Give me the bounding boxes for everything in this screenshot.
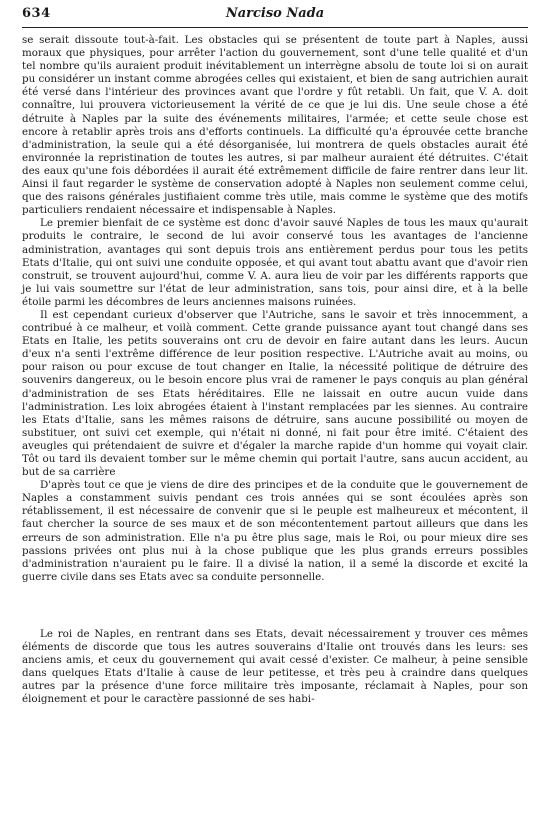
paragraph-3: Il est cependant curieux d'observer que l'Autriche, sans le savoir et très innocemment, a contribué à ce malheur, et voilà comment. Cette grande puissance ayant tout changé dans ses Etats en Italie, les petits souverains ont cru de devoir en faire autant dans les leurs. Aucun d'eux n'a senti l'extrême différence de leur position respective. L'Autriche avait au moins, ou pour raison ou pour excuse de tout changer en Italie, la nécessité politique de détruire des souvenirs dangereux, ou le besoin encore plus vrai de ramener le pays conquis au plan général d'administration de ses Etats héréditaires. Elle ne laissait en outre aucun vuide dans l'administration. Les loix abrogées étaient à l'instant remplacées par les siennes. Au contraire les Etats d'Italie, sans les mêmes raisons de détruire, sans aucune possibilité ou moyen de substituer, ont suivi cet exemple, qui n'était ni donné, ni fait pour être imité. C'étaient des aveugles qui prétendaient de suivre et d'égaler la marche rapide d'un homme qui voyait clair. Tôt ou tard ils devaient tomber sur le même chemin qui portait l'autre, sans aucun accident, au but de sa carrière: [22, 308, 528, 479]
page-number: 634: [22, 6, 51, 21]
body-text: [22, 34, 528, 707]
running-head: Narciso Nada: [225, 6, 325, 21]
paragraph-1: se serait dissoute tout-à-fait. Les obstacles qui se présentent de toute part à Naples, aussi moraux que physiques, pour arrêter l'action du gouvernement, sont d'une telle qualité et d'un tel nombre qu'ils auraient produit inévitablement un interrègne absolu de toute loi si on aurait pu considérer un instant comme abrogées celles qui existaient, et bien de sang autrichien aurait été versé dans l'intérieur des provinces avant que l'ordre y fût retabli. Un fait, que V. A. doit connaître, lui prouvera victorieusement la vérité de ce que je lui dis. Une seule chose a été détruite à Naples par la suite des événements militaires, l'armée; et cette seule chose est encore à retablir après trois ans d'efforts continuels. La difficulté qu'a éprouvée cette branche d'administration, la seule qui a été désorganisée, lui montrera de quels obstacles aurait été environnée la repristination de toutes les autres, si par malheur auraient été détruites. C'était des eaux qu'une fois débordées il aurait été extrêmement difficile de faire rentrer dans leur lit. Ainsi il faut regarder le système de conservation adopté à Naples non seulement comme celui, que des raisons générales justifiaient comme très utile, mais comme le système que des motifs particuliers rendaient nécessaire et indispensable à Naples.: [22, 34, 528, 217]
paragraph-4: D'après tout ce que je viens de dire des principes et de la conduite que le gouvernement de Naples a constamment suivis pendant ces trois années qui se sont écoulées après son rétablissement, il est nécessaire de convenir que si le peuple est malheureux et mécontent, il faut chercher la source de ses maux et de son mécontentement partout ailleurs que dans les erreurs de son administration. Elle n'a pu être plus sage, mais le Roi, ou pour mieux dire ses passions privées ont plus nui à la chose publique que les plus grands erreurs possibles d'administration n'auraient pu le faire. Il a divisé la nation, il a semé la discorde et excité la guerre civile dans ses Etats avec sa conduite personnelle.: [22, 479, 528, 583]
header-rule: [22, 27, 528, 28]
paragraph-5: Le roi de Naples, en rentrant dans ses Etats, devait nécessairement y trouver ces mêmes éléments de discorde que tous les autres souverains d'Italie ont trouvés dans les leurs: ses anciens amis, et ceux du gouvernement qui avait cessé d'exister. Ce malheur, à peine sensible dans quelques Etats d'Italie à cause de leur petitesse, et très peu à craindre dans quelques autres par la présence d'une force militaire très imposante, réclamait à Naples, pour son éloignement et pour le caractère passionné de ses habi-: [22, 627, 528, 706]
page-header: [22, 6, 528, 28]
paragraph-2: Le premier bienfait de ce système est donc d'avoir sauvé Naples de tous les maux qu'aurait produits le contraire, le second de lui avoir conservé tous les avantages de l'ancienne administration, avantages qui sont depuis trois ans entièrement perdus pour tous les petits Etats d'Italie, qui ont suivi une conduite opposée, et qui avant tout abattu avant que d'avoir rien construit, se trouvent aujourd'hui, comme V. A. aura lieu de voir par les différents rapports que je lui vais soumettre sur l'état de leur administration, sans tois, pour ainsi dire, et à la belle étoile parmi les décombres de leurs anciennes maisons ruinées.: [22, 217, 528, 308]
